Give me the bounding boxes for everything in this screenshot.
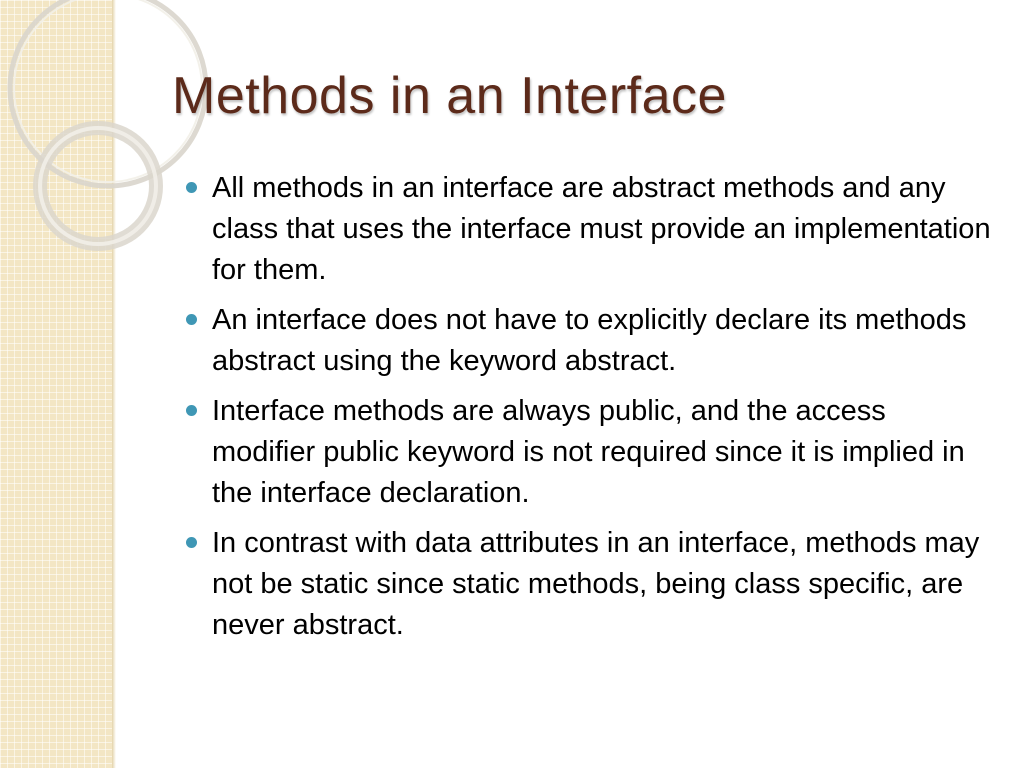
slide-title: Methods in an Interface xyxy=(172,67,727,125)
bullet-dot-icon xyxy=(186,182,197,193)
bullet-text: In contrast with data attributes in an interface, methods may not be static since static methods, being class specific, are never abstract. xyxy=(212,527,980,641)
bullet-item xyxy=(186,168,996,291)
bullet-dot-icon xyxy=(186,405,197,416)
bullet-text: An interface does not have to explicitly declare its methods abstract using the keyword abstract. xyxy=(212,304,967,377)
bullet-item xyxy=(186,391,996,514)
bullet-item xyxy=(186,300,996,382)
bullet-dot-icon xyxy=(186,314,197,325)
bullet-text: Interface methods are always public, and the access modifier public keyword is not required since it is implied in the interface declaration. xyxy=(212,395,965,509)
bullet-item xyxy=(186,523,996,646)
bullet-list xyxy=(186,168,996,655)
bullet-dot-icon xyxy=(186,537,197,548)
bullet-text: All methods in an interface are abstract methods and any class that uses the interface must provide an implementation for them. xyxy=(212,172,991,286)
